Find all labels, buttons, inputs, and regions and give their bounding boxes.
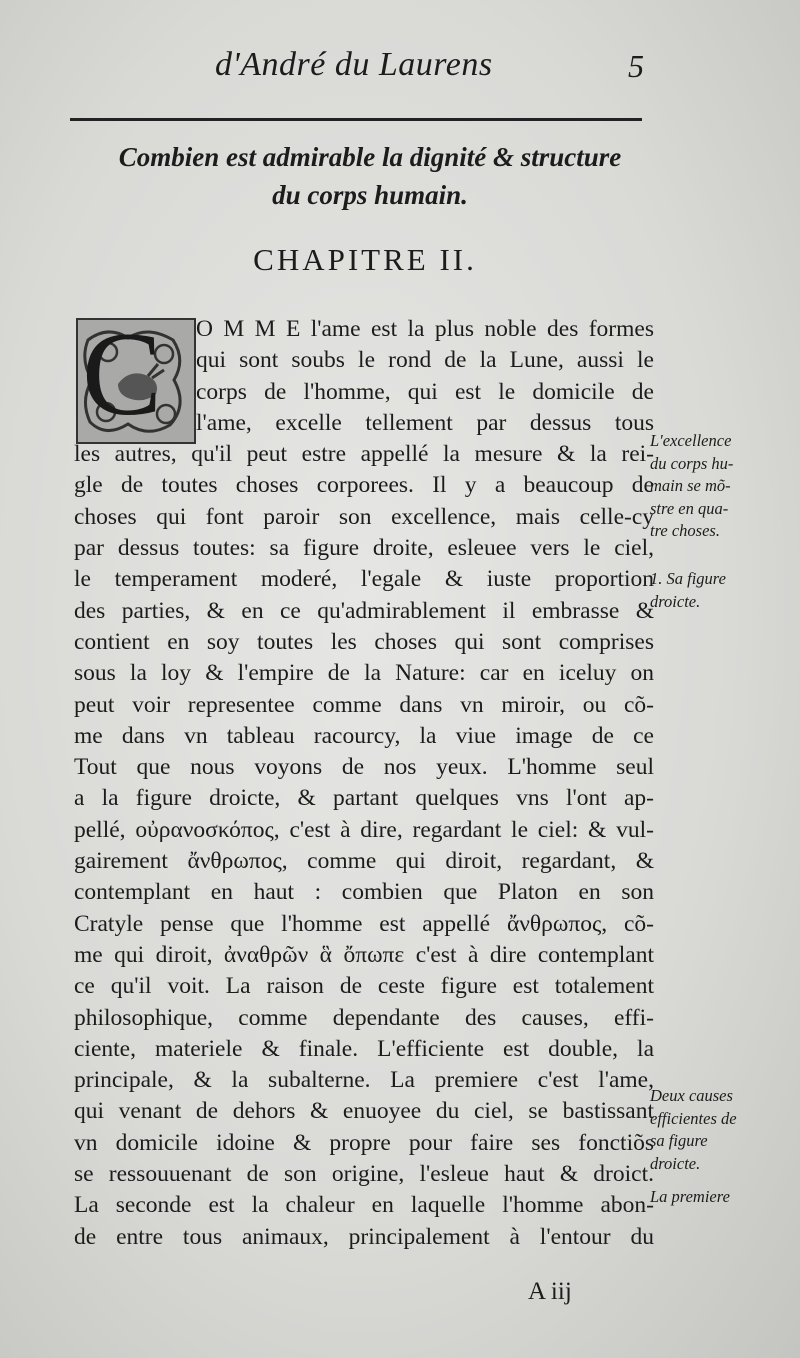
body-line: Tout que nous voyons de nos yeux. L'homme seul — [74, 754, 654, 781]
body-line: le temperament moderé, l'egale & iuste proportion — [74, 566, 654, 593]
body-line: corps de l'homme, qui est le domicile de — [196, 378, 654, 405]
body-line: peut voir representee comme dans vn miroir, ou cõ- — [74, 691, 654, 718]
title-line-2: du corps humain. — [272, 180, 468, 210]
initial-letter-glyph: C — [82, 307, 163, 440]
body-line: contemplant en haut : combien que Platon en son — [74, 879, 654, 906]
margin-note-line: stre en qua- — [650, 498, 729, 518]
chapter-title — [90, 138, 650, 214]
body-line: me qui diroit, ἀναθρῶν ἃ ὄπωπε c'est à dire contemplant — [74, 941, 654, 968]
body-line: gairement ἄνθρωπος, comme qui diroit, regardant, & — [74, 848, 654, 875]
margin-note — [650, 568, 790, 613]
margin-note-line: du corps hu- — [650, 453, 734, 473]
margin-note-line: tre choses. — [650, 521, 720, 540]
body-line: par dessus toutes: sa figure droite, esleuee vers le ciel, — [74, 535, 654, 562]
margin-note-line: sa figure — [650, 1131, 708, 1150]
body-line: ciente, materiele & finale. L'efficiente est double, la — [74, 1035, 654, 1062]
body-line: sous la loy & l'empire de la Nature: car en iceluy on — [74, 660, 654, 687]
body-line: gle de toutes choses corporees. Il y a beaucoup de — [74, 472, 654, 499]
body-line: se ressouuenant de son origine, l'esleue haut & droict. — [74, 1161, 654, 1188]
margin-note — [650, 430, 790, 543]
body-line: ce qu'il voit. La raison de ceste figure est totalement — [74, 973, 654, 1000]
margin-note-line: L'excellence — [650, 431, 732, 450]
body-line: vn domicile idoine & propre pour faire ses fonctiõs — [74, 1129, 654, 1156]
body-line: principale, & la subalterne. La premiere c'est l'ame, — [74, 1067, 654, 1094]
body-line: a la figure droicte, & partant quelques vns l'ont ap- — [74, 785, 654, 812]
margin-note — [650, 1186, 790, 1209]
title-line-1: Combien est admirable la dignité & structure — [118, 142, 622, 172]
margin-note-line: 1. Sa figure — [650, 569, 726, 588]
body-line: La seconde est la chaleur en laquelle l'homme abon- — [74, 1192, 654, 1219]
margin-note-line: Deux causes — [650, 1086, 733, 1105]
running-head: d'André du Laurens — [215, 46, 493, 83]
margin-note — [650, 1085, 790, 1175]
body-line: philosophique, comme dependante des causes, effi- — [74, 1004, 654, 1031]
margin-note-line: main se mõ- — [650, 476, 731, 495]
page-number: 5 — [628, 48, 644, 84]
body-line: qui sont soubs le rond de la Lune, aussi le — [196, 347, 654, 374]
body-line: choses qui font paroir son excellence, mais celle-cy — [74, 503, 654, 530]
margin-note-line: efficientes de — [650, 1108, 737, 1128]
body-line: O M M E l'ame est la plus noble des formes — [196, 316, 654, 342]
body-line: Cratyle pense que l'homme est appellé ἄνθρωπος, cõ- — [74, 910, 654, 937]
body-line: me dans vn tableau racourcy, la viue image de ce — [74, 722, 654, 749]
body-line: des parties, & en ce qu'admirablement il embrasse & — [74, 597, 654, 624]
page-header — [0, 40, 800, 100]
chapter-heading: CHAPITRE II. — [253, 242, 477, 277]
signature-mark: A iij — [528, 1278, 572, 1305]
margin-note-line: droicte. — [650, 591, 701, 611]
body-line: les autres, qu'il peut estre appellé la mesure & la rei- — [74, 441, 654, 468]
body-line: contient en soy toutes les choses qui sont comprises — [74, 628, 654, 655]
body-text — [74, 307, 654, 1253]
header-rule — [70, 118, 642, 121]
body-line: de entre tous animaux, principalement à l'entour du — [74, 1223, 654, 1250]
body-line: l'ame, excelle tellement par dessus tous — [196, 409, 654, 436]
body-line: qui venant de dehors & enuoyee du ciel, se bastissant — [74, 1098, 654, 1125]
body-line: pellé, οὐρανοσκόπος, c'est à dire, regardant le ciel: & vul- — [74, 816, 654, 843]
margin-note-line: La premiere — [650, 1187, 730, 1206]
margin-note-line: droicte. — [650, 1153, 701, 1173]
